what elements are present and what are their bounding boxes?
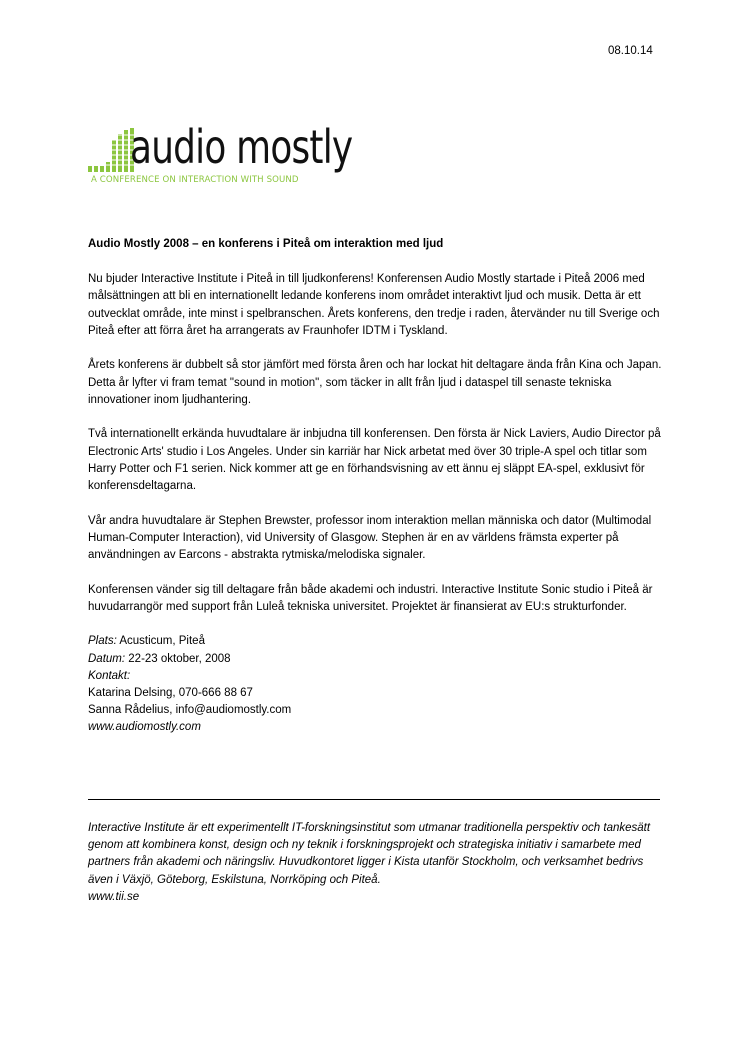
contact-label: Kontakt: bbox=[88, 669, 131, 682]
info-place bbox=[88, 633, 668, 650]
press-release-body bbox=[88, 236, 668, 737]
audio-mostly-logo bbox=[88, 120, 368, 188]
contact-katarina: Katarina Delsing, 070-666 88 67 bbox=[88, 687, 253, 700]
paragraph-audience: Konferensen vänder sig till deltagare från både akademi och industri. Interactive Institute Sonic studio i Piteå är huvudarrangör med support från Luleå tekniska universitet. Projektet är finansierat av EU:s strukturfonder. bbox=[88, 583, 653, 613]
place-label: Plats: bbox=[88, 635, 117, 648]
event-info bbox=[88, 633, 668, 736]
footer-divider bbox=[88, 799, 660, 800]
logo-tagline: A CONFERENCE ON INTERACTION WITH SOUND bbox=[91, 175, 299, 185]
headline: Audio Mostly 2008 – en konferens i Piteå om interaktion med ljud bbox=[88, 238, 444, 250]
logo-wordmark: audio mostly bbox=[130, 120, 353, 174]
footer-text: Interactive Institute är ett experimentellt IT-forskningsinstitut som utmanar traditionella perspektiv och tankesätt genom att kombinera konst, design och ny teknik i forskningsprojekt och strategiska initiativ i samarbete med partners från akademi och näringsliv. Huvudkontoret ligger i Kista utanför Stockholm, och verksamhet bedrivs även i Växjö, Göteborg, Eskilstuna, Norrköping och Piteå. bbox=[88, 822, 651, 886]
place-value: Acusticum, Piteå bbox=[116, 635, 205, 648]
paragraph-conference-size: Årets konferens är dubbelt så stor jämfört med första åren och har lockat hit deltagare ända från Kina och Japan. Detta år lyfter vi fram temat "sound in motion", som täcker in allt från ljud i dataspel till senaste tekniska innovationer inom ljudhantering. bbox=[88, 359, 662, 406]
paragraph-first-keynote: Två internationellt erkända huvudtalare är inbjudna till konferensen. Den första är Nick Laviers, Audio Director på Electronic Arts' studio i Los Angeles. Under sin karriär har Nick arbetat med över 30 triple-A spel och titlar som Harry Potter och F1 serien. Nick kommer att ge en förhandsvisning av ett ännu ej släppt EA-spel, exklusivt för konferensdeltagarna. bbox=[88, 428, 661, 493]
document-date: 08.10.14 bbox=[608, 45, 653, 57]
contact-sanna: Sanna Rådelius, info@audiomostly.com bbox=[88, 704, 292, 717]
info-date bbox=[88, 651, 668, 668]
footer-website-link[interactable]: www.tii.se bbox=[88, 890, 140, 903]
date-label: Datum: bbox=[88, 652, 126, 665]
date-value: 22-23 oktober, 2008 bbox=[125, 652, 231, 665]
paragraph-intro: Nu bjuder Interactive Institute i Piteå in till ljudkonferens! Konferensen Audio Mostly startade i Piteå 2006 med målsättningen att bli en internationellt ledande konferens inom området interaktivt ljud och musik. Detta är ett outvecklat område, inte minst i spelbranschen. Årets konferens, den tredje i raden, återvänder nu till Sverige och Piteå efter att förra året ha arrangerats av Fraunhofer IDTM i Tyskland. bbox=[88, 273, 660, 337]
website-link[interactable]: www.audiomostly.com bbox=[88, 721, 201, 734]
footer-boilerplate bbox=[88, 820, 668, 906]
paragraph-second-keynote: Vår andra huvudtalare är Stephen Brewster, professor inom interaktion mellan människa och dator (Multimodal Human-Computer Interaction), vid University of Glasgow. Stephen är en av världens främsta experter på användningen av Earcons - abstrakta rytmiska/melodiska signaler. bbox=[88, 514, 652, 562]
